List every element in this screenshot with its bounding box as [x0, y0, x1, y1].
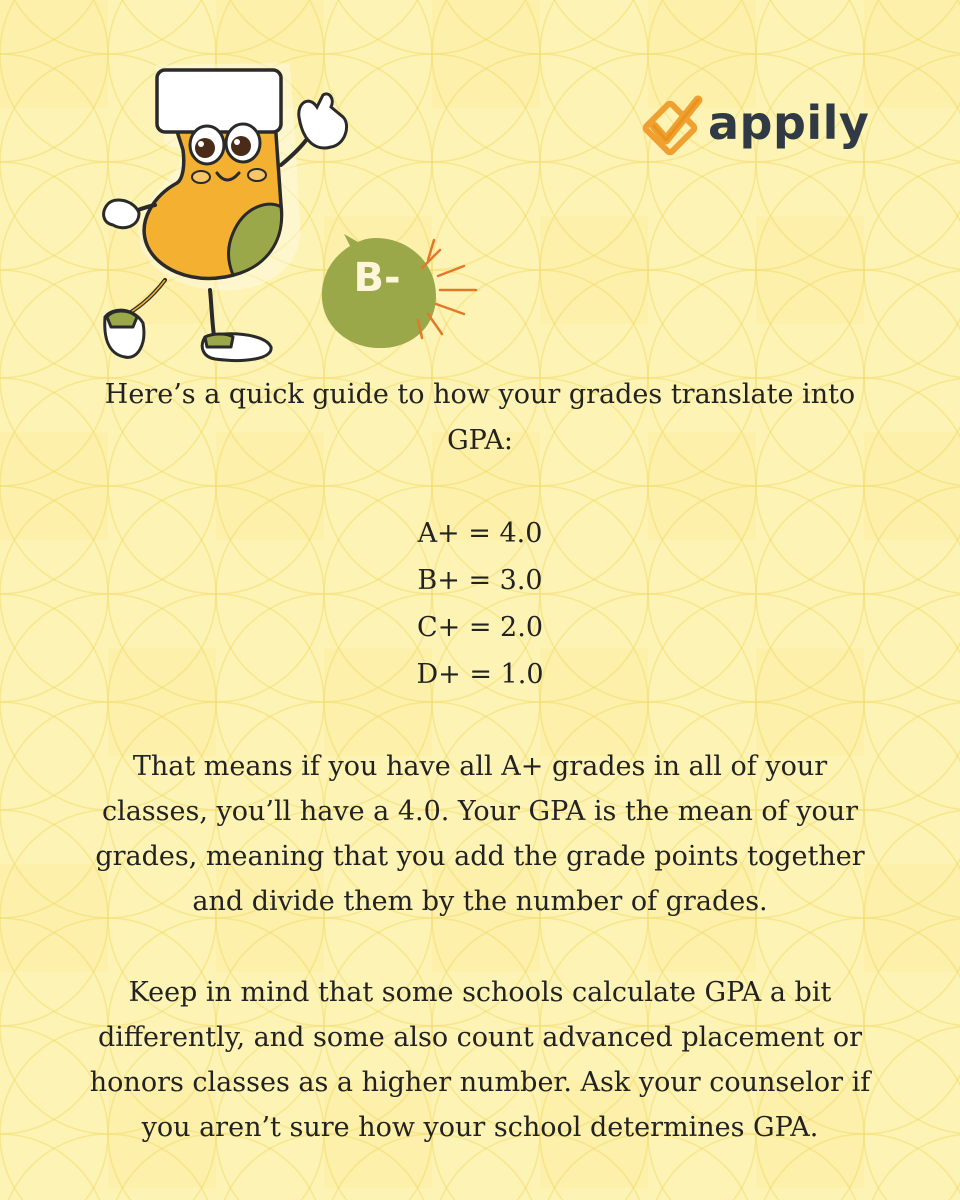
grade-scale-list	[80, 510, 880, 698]
grade-scale-item: A+ = 4.0	[417, 518, 543, 549]
gpa-mean-paragraph: That means if you have all A+ grades in all of your classes, you’ll have a 4.0. Your GPA is the mean of your grades, meaning that you add the grade points together and divide them by the number of grades.	[95, 751, 865, 917]
logo-wordmark: appily	[708, 96, 870, 150]
checkmark-logo-icon	[640, 92, 710, 158]
gpa-guide	[80, 372, 880, 1150]
guide-intro: Here’s a quick guide to how your grades translate into GPA:	[104, 379, 856, 456]
grade-scale-item: D+ = 1.0	[416, 659, 544, 690]
appily-logo	[640, 92, 870, 158]
grade-badge	[318, 228, 488, 348]
grade-scale-item: B+ = 3.0	[417, 565, 543, 596]
grade-scale-item: C+ = 2.0	[416, 612, 543, 643]
gpa-note-paragraph: Keep in mind that some schools calculate GPA a bit differently, and some also count advanced placement or honors classes as a higher number. Ask your counselor if you aren’t sure how your school determines GPA.	[89, 977, 871, 1143]
grade-badge-label: B-	[353, 255, 401, 301]
